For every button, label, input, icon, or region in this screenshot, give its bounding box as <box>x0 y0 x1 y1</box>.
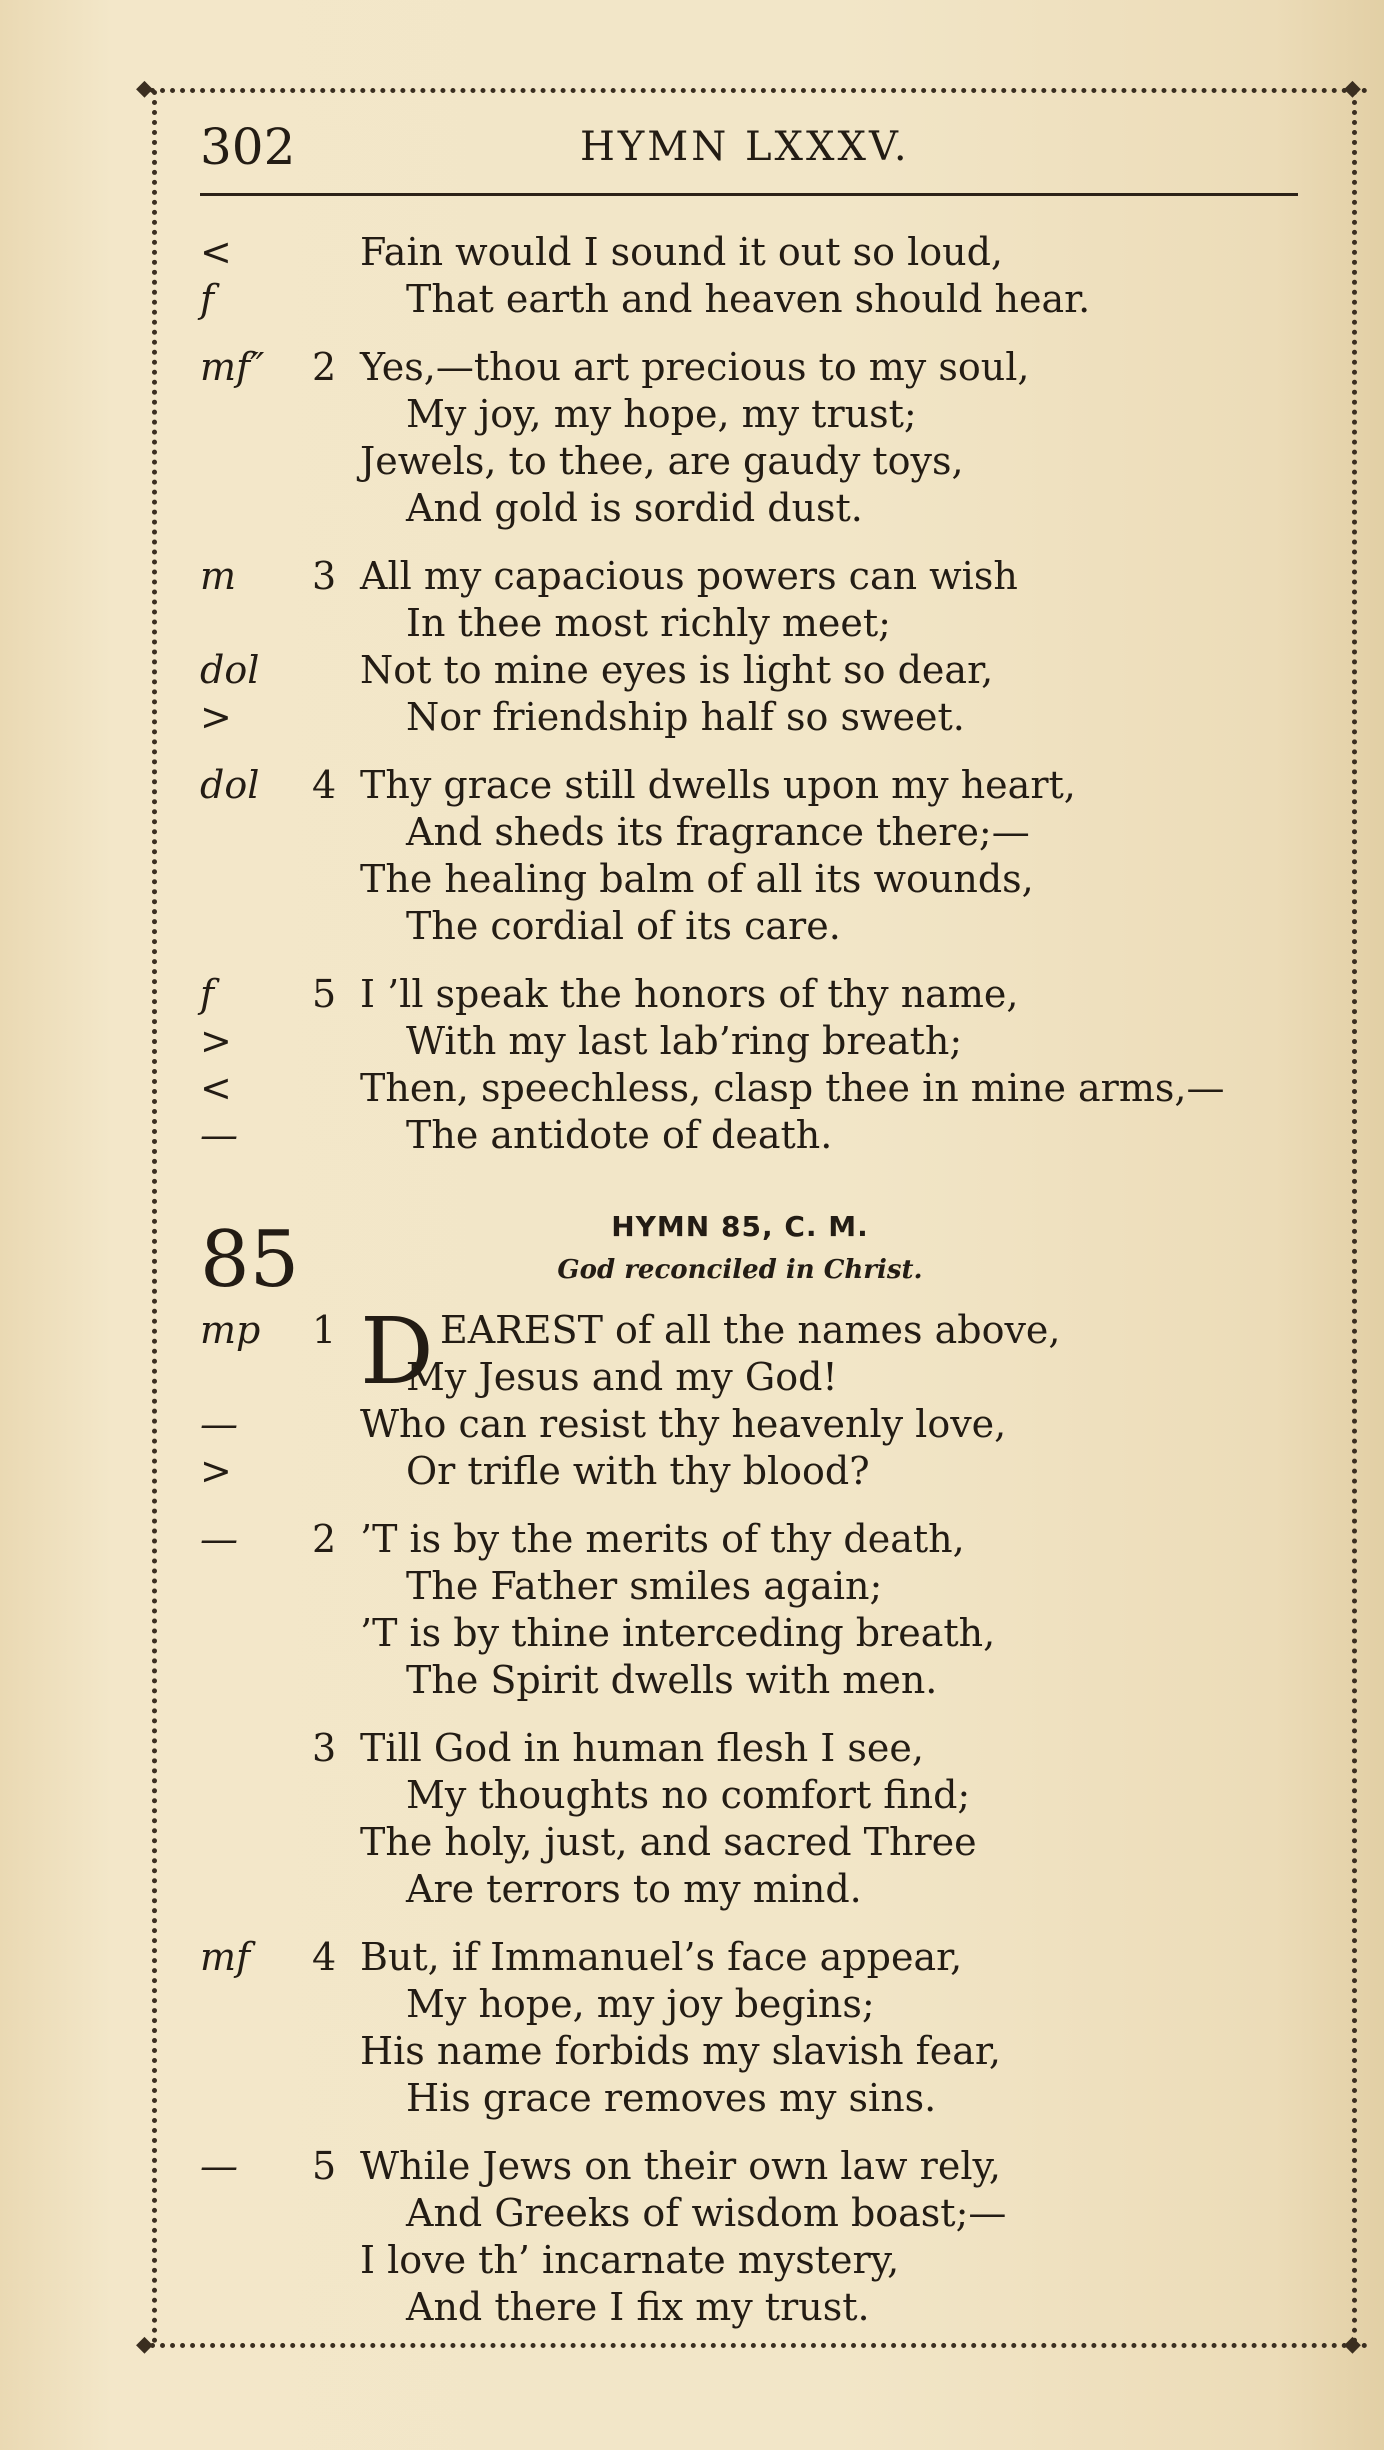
verse-text: The healing balm of all its wounds, <box>360 857 1034 901</box>
verse-line <box>0 1515 1340 1563</box>
verse-line <box>0 808 1340 856</box>
verse-number: 2 <box>312 345 337 389</box>
verse-number: 2 <box>312 1517 337 1561</box>
verse-text: While Jews on their own law rely, <box>360 2144 1001 2188</box>
dynamic-mark: < <box>200 230 232 274</box>
verse-text: But, if Immanuel’s face appear, <box>360 1935 963 1979</box>
ornamental-border-right <box>1352 90 1357 2345</box>
hymn-title: HYMN 85, C. M. <box>611 1210 869 1243</box>
verse-text: My hope, my joy begins; <box>406 1982 875 2026</box>
verse-line <box>0 552 1340 600</box>
dynamic-mark: mf″ <box>200 345 265 389</box>
verse-line <box>0 970 1340 1018</box>
verse-number: 5 <box>312 2144 337 2188</box>
verse-line <box>0 1562 1340 1610</box>
verse-line <box>0 2027 1340 2075</box>
verse-text: And there I fix my trust. <box>406 2285 870 2329</box>
verse-number: 1 <box>312 1308 337 1352</box>
dynamic-mark: f <box>200 972 215 1016</box>
verse-number: 5 <box>312 972 337 1016</box>
verse-text: Not to mine eyes is light so dear, <box>360 648 994 692</box>
page-number: 302 <box>200 118 296 176</box>
verse-line <box>0 1865 1340 1913</box>
verse-text: And sheds its fragrance there;— <box>406 810 1030 854</box>
verse-text: Or trifle with thy blood? <box>406 1449 870 1493</box>
page-header <box>200 118 1300 198</box>
verse-text: The cordial of its care. <box>406 904 841 948</box>
verse-text: In thee most richly meet; <box>406 601 891 645</box>
verse-text: I love th’ incarnate mystery, <box>360 2238 900 2282</box>
verse-line <box>0 1306 1340 1354</box>
dynamic-mark: m <box>200 554 237 598</box>
verse-text: The Spirit dwells with men. <box>406 1658 938 1702</box>
header-rule <box>200 193 1298 196</box>
ornamental-border-bottom <box>140 2343 1368 2348</box>
diamond-ornament-icon: ◆ <box>1344 76 1361 101</box>
verse-line <box>0 1818 1340 1866</box>
dynamic-mark: — <box>200 2144 238 2188</box>
dynamic-mark: mf <box>200 1935 251 1979</box>
hymn-subtitle: God reconciled in Christ. <box>557 1255 923 1285</box>
verse-line <box>0 1771 1340 1819</box>
verse-line <box>0 228 1340 276</box>
diamond-ornament-icon: ◆ <box>136 76 153 101</box>
verse-text: The antidote of death. <box>406 1113 833 1157</box>
verse-line <box>0 902 1340 950</box>
verse-text: My Jesus and my God! <box>406 1355 838 1399</box>
verse-line <box>0 2074 1340 2122</box>
verse-line <box>0 437 1340 485</box>
verse-line <box>0 855 1340 903</box>
verse-line <box>0 599 1340 647</box>
dynamic-mark: > <box>200 1449 232 1493</box>
verse-line <box>0 761 1340 809</box>
verse-text: That earth and heaven should hear. <box>406 277 1091 321</box>
verse-text: Who can resist thy heavenly love, <box>360 1402 1007 1446</box>
verse-line <box>0 1111 1340 1159</box>
verse-text: Nor friendship half so sweet. <box>406 695 965 739</box>
verse-number: 3 <box>312 554 337 598</box>
dynamic-mark: > <box>200 1019 232 1063</box>
verse-number: 4 <box>312 1935 337 1979</box>
hymn-number: 85 <box>200 1215 300 1305</box>
verse-line <box>0 2189 1340 2237</box>
ornamental-border-top <box>140 88 1368 93</box>
verse-text: EAREST of all the names above, <box>440 1308 1061 1352</box>
verse-text: Fain would I sound it out so loud, <box>360 230 1003 274</box>
dynamic-mark: dol <box>200 648 260 692</box>
verse-line <box>0 1400 1340 1448</box>
drop-cap: D <box>360 1298 434 1405</box>
verse-line <box>0 2142 1340 2190</box>
verse-text: I ’ll speak the honors of thy name, <box>360 972 1019 1016</box>
verse-text: Yes,—thou art precious to my soul, <box>360 345 1030 389</box>
verse-text: Till God in human flesh I see, <box>360 1726 924 1770</box>
verse-line <box>0 2236 1340 2284</box>
verse-line <box>0 1353 1340 1401</box>
diamond-ornament-icon: ◆ <box>136 2332 153 2357</box>
verse-text: The holy, just, and sacred Three <box>360 1820 977 1864</box>
verse-text: My thoughts no comfort find; <box>406 1773 971 1817</box>
verse-line <box>0 1933 1340 1981</box>
verse-text: ’T is by thine interceding breath, <box>360 1611 996 1655</box>
verse-text: ’T is by the merits of thy death, <box>360 1517 965 1561</box>
verse-line <box>0 693 1340 741</box>
verse-line <box>0 646 1340 694</box>
verse-number: 4 <box>312 763 337 807</box>
verse-text: My joy, my hope, my trust; <box>406 392 917 436</box>
dynamic-mark: — <box>200 1402 238 1446</box>
verse-line <box>0 275 1340 323</box>
verse-line <box>0 484 1340 532</box>
verse-text: Thy grace still dwells upon my heart, <box>360 763 1076 807</box>
dynamic-mark: dol <box>200 763 260 807</box>
verse-text: His name forbids my slavish fear, <box>360 2029 1001 2073</box>
verse-text: Then, speechless, clasp thee in mine arms,— <box>360 1066 1225 1110</box>
dynamic-mark: — <box>200 1113 238 1157</box>
verse-text: With my last lab’ring breath; <box>406 1019 963 1063</box>
verse-line <box>0 1447 1340 1495</box>
verse-line <box>0 2283 1340 2331</box>
verse-line <box>0 1980 1340 2028</box>
running-title: HYMN LXXXV. <box>580 124 910 170</box>
dynamic-mark: > <box>200 695 232 739</box>
verse-text: The Father smiles again; <box>406 1564 883 1608</box>
verse-line <box>0 1656 1340 1704</box>
verse-number: 3 <box>312 1726 337 1770</box>
verse-line <box>0 390 1340 438</box>
verse-text: His grace removes my sins. <box>406 2076 937 2120</box>
dynamic-mark: < <box>200 1066 232 1110</box>
dynamic-mark: mp <box>200 1308 261 1352</box>
dynamic-mark: — <box>200 1517 238 1561</box>
verse-text: And Greeks of wisdom boast;— <box>406 2191 1007 2235</box>
verse-line <box>0 1724 1340 1772</box>
verse-line <box>0 1609 1340 1657</box>
verse-text: And gold is sordid dust. <box>406 486 863 530</box>
verse-line <box>0 1064 1340 1112</box>
diamond-ornament-icon: ◆ <box>1344 2332 1361 2357</box>
verse-text: All my capacious powers can wish <box>360 554 1018 598</box>
verse-line <box>0 1017 1340 1065</box>
dynamic-mark: f <box>200 277 215 321</box>
verse-text: Jewels, to thee, are gaudy toys, <box>360 439 964 483</box>
verse-text: Are terrors to my mind. <box>406 1867 862 1911</box>
verse-line <box>0 343 1340 391</box>
